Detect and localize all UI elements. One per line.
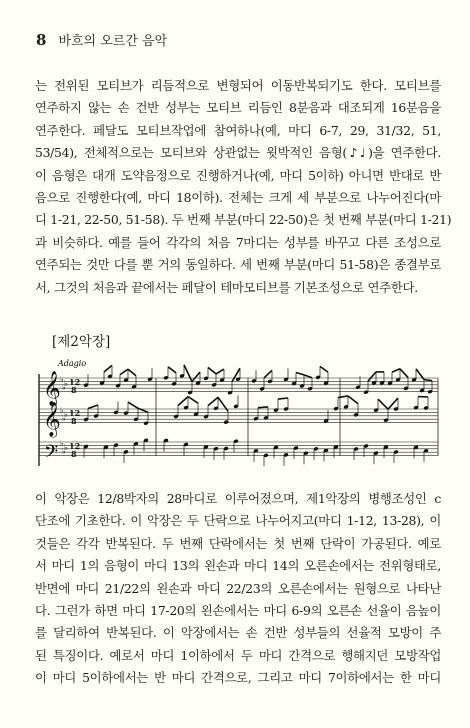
bass-clef-icon: 𝄢 xyxy=(44,442,59,467)
text-line: 단조에 기초한다. 이 악장은 두 단락으로 나누어지고(마디 1-12, 13-28), 이 xyxy=(35,513,441,529)
text-line: 다. 그런가 하면 마디 17-20의 왼손에서는 마디 6-9의 오른손 선율이 음높이 xyxy=(35,603,441,619)
note-beam xyxy=(348,396,358,404)
text-line: 연주하지 않는 손 건반 성부는 모티브 리듬인 8분음과 대조되게 16분음을 xyxy=(35,100,441,116)
svg-text:♭: ♭ xyxy=(60,375,64,384)
note-beam xyxy=(208,397,218,405)
time-signature-top: 12 xyxy=(69,408,81,418)
note-beam xyxy=(424,380,432,381)
time-signature-bottom: 8 xyxy=(71,385,77,395)
paragraph-1 xyxy=(35,75,452,299)
time-signature-bottom: 8 xyxy=(71,416,77,426)
note-beam xyxy=(264,370,272,378)
note-beam xyxy=(88,405,98,409)
time-signature-top: 12 xyxy=(69,441,81,451)
note-beam xyxy=(278,398,288,399)
note-beam xyxy=(184,365,192,382)
paragraph-2 xyxy=(35,488,441,690)
note-beam xyxy=(128,369,136,376)
note-beam xyxy=(320,366,328,372)
barlines xyxy=(156,378,438,456)
running-header xyxy=(36,30,167,49)
note-beam xyxy=(128,402,138,408)
note-beam xyxy=(400,369,408,378)
note-beam xyxy=(178,397,188,406)
text-line: 서, 그것의 처음과 끝에서는 페달이 테마모티브를 기본조성으로 연주한다. xyxy=(35,279,418,295)
text-line: 는 전위된 모티브가 리듬적으로 변형되어 이동반복되기도 한다. 모티브를 xyxy=(35,78,441,93)
time-signatures xyxy=(69,377,80,459)
svg-text:♭: ♭ xyxy=(62,447,66,456)
svg-text:♭: ♭ xyxy=(64,410,68,419)
treble-clef-icon: 𝄞 xyxy=(43,402,61,437)
text-line: 음으로 진행한다(예, 마디 18이하). 전체는 크게 세 부분으로 나누어진다(마 xyxy=(35,190,441,206)
svg-text:♭: ♭ xyxy=(62,414,66,423)
clefs xyxy=(43,371,61,467)
note-beam xyxy=(378,399,388,409)
time-signature-top: 12 xyxy=(69,377,81,387)
text-line: 이 음형은 대개 도약음정으로 진행하거나(예, 마디 5이하) 아니면 반대로 반 xyxy=(35,167,441,183)
note-beam xyxy=(338,396,348,398)
text-line: 서 마디 1의 음형이 마디 13의 왼손과 마디 14의 오른손에서는 전위형태로, xyxy=(35,558,441,574)
running-title: 바흐의 오르간 음악 xyxy=(58,34,168,49)
svg-text:♭: ♭ xyxy=(64,379,68,388)
section-label: [제2악장] xyxy=(52,334,111,350)
note-beam xyxy=(216,369,224,374)
note-beam xyxy=(296,373,304,375)
text-line: 과 비슷하다. 예를 들어 각각의 처음 7마디는 성부를 바꾸고 다른 조성으로 xyxy=(35,234,441,250)
text-line: 연주되는 것만 다를 뿐 거의 동일하다. 세 번째 부분(마디 51-58)은 종결부로 xyxy=(35,257,441,273)
staff-lines xyxy=(39,378,438,456)
text-line: 53/54), 전체적으로는 모티브와 상관없는 윗박적인 음형(♪♩)을 연주한다. xyxy=(35,145,441,161)
text-line: 디 1-21, 22-50, 51-58). 두 번째 부분(마디 22-50)은 첫 번째 부분(마디 1-21) xyxy=(35,212,452,228)
text-line: 된 특징이다. 예로서 마디 1이하에서 두 마디 간격으로 행해지던 모방작업 xyxy=(35,647,441,663)
note-beam xyxy=(188,397,198,404)
text-line: 이 마디 5이하에서는 반 마디 간격으로, 그리고 마디 7이하에서는 한 마디 xyxy=(35,670,441,686)
treble-clef-icon: 𝄞 xyxy=(43,371,61,406)
svg-text:♭: ♭ xyxy=(62,383,66,392)
music-score-excerpt xyxy=(36,356,440,472)
note-beam xyxy=(368,372,376,381)
note-beam xyxy=(392,369,400,372)
time-signature-bottom: 8 xyxy=(71,449,77,459)
tempo-marking: Adagio xyxy=(58,359,87,368)
svg-text:♭: ♭ xyxy=(60,406,64,415)
note-beam xyxy=(258,407,268,408)
page-number: 8 xyxy=(36,31,47,49)
note-beam xyxy=(192,372,200,382)
text-line: 이 악장은 12/8박자의 28마디로 이루어졌으며, 제1악장의 병행조성인 c xyxy=(35,491,441,506)
text-line: 를 달리하여 반복된다. 이 악장에서는 손 건반 성부들의 선율적 모방이 주 xyxy=(35,625,441,641)
key-signatures xyxy=(60,375,68,456)
text-line: 것들은 각각 반복된다. 두 번째 단락에서는 첫 번째 단락이 가공된다. 예로 xyxy=(35,535,441,551)
note-beam xyxy=(120,369,128,375)
svg-text:♭: ♭ xyxy=(60,439,64,448)
note-beam xyxy=(168,367,176,373)
text-line: 연주한다. 페달도 모티브작업에 참여하나(예, 마디 6-7, 29, 31/32, 51, xyxy=(35,122,441,138)
note-beam xyxy=(304,375,312,378)
note-beam xyxy=(208,367,216,374)
text-line: 반면에 마디 21/22의 왼손과 마디 22/23의 오른손에서는 원형으로 나타난 xyxy=(35,580,441,596)
note-beam xyxy=(104,365,112,372)
svg-text:♭: ♭ xyxy=(64,443,68,452)
